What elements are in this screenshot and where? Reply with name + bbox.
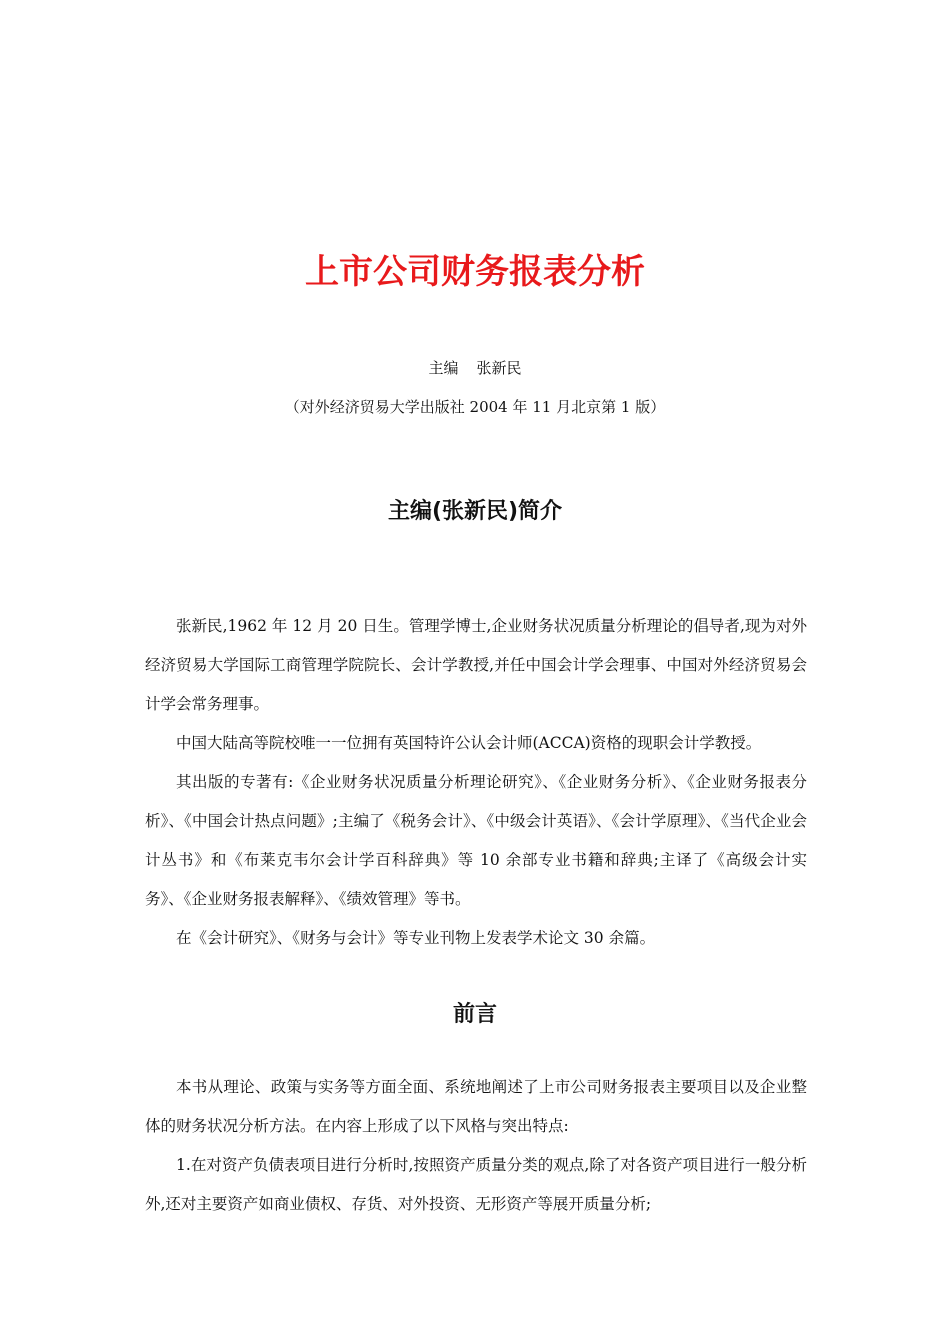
document-title: 上市公司财务报表分析 xyxy=(305,252,645,292)
bio-paragraph: 其出版的专著有:《企业财务状况质量分析理论研究》、《企业财务分析》、《企业财务报表分析》、《中国会计热点问题》;主编了《税务会计》、《中级会计英语》、《会计学原理》、《当代企业会计丛书》和《布莱克韦尔会计学百科辞典》等 10 余部专业书籍和辞典;主译了《高级会计实务》、《企业财务报表解释》、《绩效管理》等书。 xyxy=(145,773,807,908)
editor-label: 主编 xyxy=(428,359,459,377)
bio-paragraph: 中国大陆高等院校唯一一位拥有英国特许公认会计师(ACCA)资格的现职会计学教授。 xyxy=(176,734,762,752)
preface-paragraph: 1.在对资产负债表项目进行分析时,按照资产质量分类的观点,除了对各资产项目进行一般分析外,还对主要资产如商业债权、存货、对外投资、无形资产等展开质量分析; xyxy=(145,1156,807,1213)
bio-paragraph: 张新民,1962 年 12 月 20 日生。管理学博士,企业财务状况质量分析理论的倡导者,现为对外经济贸易大学国际工商管理学院院长、会计学教授,并任中国会计学会理事、中国对外经济贸易会计学会常务理事。 xyxy=(145,617,807,713)
publisher-note: （对外经济贸易大学出版社 2004 年 11 月北京第 1 版） xyxy=(284,398,666,416)
editor-name: 张新民 xyxy=(476,359,522,377)
bio-paragraph: 在《会计研究》、《财务与会计》等专业刊物上发表学术论文 30 余篇。 xyxy=(176,929,656,947)
preface-heading: 前言 xyxy=(452,1002,497,1027)
preface-paragraph: 本书从理论、政策与实务等方面全面、系统地阐述了上市公司财务报表主要项目以及企业整体的财务状况分析方法。在内容上形成了以下风格与突出特点: xyxy=(145,1078,807,1135)
bio-heading: 主编(张新民)简介 xyxy=(387,499,563,524)
editor-line xyxy=(0,357,950,379)
